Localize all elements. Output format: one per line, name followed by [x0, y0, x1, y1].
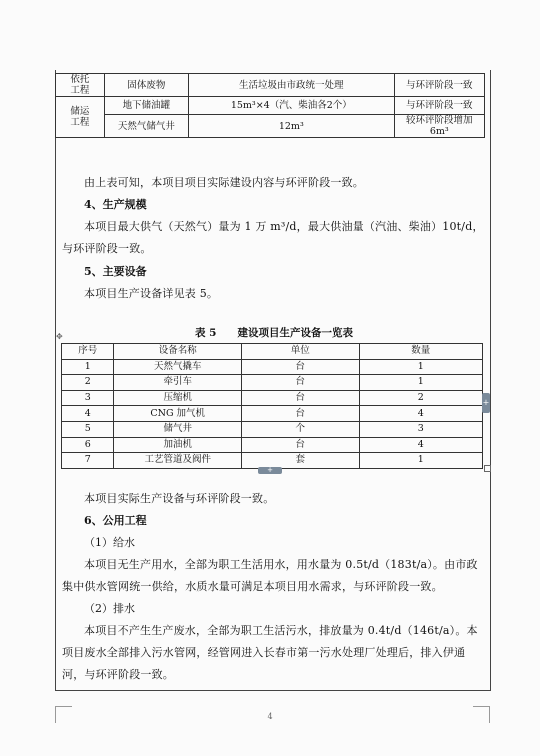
table-cell: 储气井 — [114, 421, 242, 437]
table-cell: 压缩机 — [114, 390, 242, 406]
table-cell: 台 — [242, 406, 360, 422]
paragraph: 本项目无生产用水，全部为职工生活用水，用水量为 0.5t/d（183t/a）。由市政集中供水管网统一供给，水质水量可满足本项目用水需求，与环评阶段一致。 — [62, 558, 478, 593]
section-heading: 6、公用工程 — [84, 514, 147, 527]
table-resize-handle[interactable] — [484, 465, 491, 472]
table-cell: 2 — [359, 390, 482, 406]
table-cell: 5 — [62, 421, 114, 437]
subsection-heading: （1）给水 — [84, 536, 135, 549]
table-cell: 天然气储气井 — [104, 115, 188, 138]
table-cell: 牵引车 — [114, 375, 242, 391]
table-cell: 台 — [242, 390, 360, 406]
table-cell: 1 — [359, 375, 482, 391]
section-heading: 5、主要设备 — [84, 265, 147, 278]
page-number: 4 — [267, 712, 273, 721]
add-column-handle[interactable]: + — [482, 393, 490, 413]
table-cell: 工艺管道及阀件 — [114, 453, 242, 469]
table-cell: 天然气撬车 — [114, 359, 242, 375]
column-header: 数量 — [359, 344, 482, 360]
table-cell: 4 — [62, 406, 114, 422]
table-cell: CNG 加气机 — [114, 406, 242, 422]
table-cell: 与环评阶段一致 — [394, 74, 484, 97]
paragraph: 本项目不产生生产废水，全部为职工生活污水，排放量为 0.4t/d（146t/a）。本项目废水全部排入污水管网，经管网进入长春市第一污水处理厂处理后，排入伊通河，与环评阶段一致。 — [62, 624, 478, 681]
table-cell: 生活垃圾由市政统一处理 — [189, 74, 395, 97]
table-row — [62, 421, 483, 437]
table-cell: 依托 工程 — [56, 74, 105, 97]
table-cell: 7 — [62, 453, 114, 469]
table-cell: 1 — [359, 359, 482, 375]
paragraph: 由上表可知，本项目项目实际建设内容与环评阶段一致。 — [84, 176, 364, 189]
table-cell: 3 — [359, 421, 482, 437]
table-row — [62, 359, 483, 375]
table-cell: 较环评阶段增加 6m³ — [394, 115, 484, 138]
paragraph: 本项目生产设备详见表 5。 — [84, 287, 219, 300]
table-cell: 1 — [359, 453, 482, 469]
table-row — [62, 437, 483, 453]
table-caption: 表 5 建设项目生产设备一览表 — [195, 327, 353, 339]
table-cell: 台 — [242, 437, 360, 453]
table-cell: 台 — [242, 375, 360, 391]
table-cell: 个 — [242, 421, 360, 437]
column-header: 序号 — [62, 344, 114, 360]
table-row — [62, 406, 483, 422]
paragraph: 本项目实际生产设备与环评阶段一致。 — [84, 492, 275, 505]
table-cell: 12m³ — [189, 115, 395, 138]
table-cell: 3 — [62, 390, 114, 406]
table-cell: 15m³×4（汽、柴油各2个） — [189, 97, 395, 115]
construction-table — [55, 73, 485, 138]
table-move-icon[interactable]: ✥ — [56, 332, 63, 341]
column-header: 单位 — [242, 344, 360, 360]
table-row — [62, 390, 483, 406]
column-header: 设备名称 — [114, 344, 242, 360]
table-cell: 套 — [242, 453, 360, 469]
table-cell: 与环评阶段一致 — [394, 97, 484, 115]
table-cell: 加油机 — [114, 437, 242, 453]
table-cell: 地下储油罐 — [104, 97, 188, 115]
table-cell: 固体废物 — [104, 74, 188, 97]
table-cell: 4 — [359, 406, 482, 422]
subsection-heading: （2）排水 — [84, 602, 135, 615]
table-header-row — [62, 344, 483, 360]
table-row — [56, 97, 485, 115]
table-cell: 2 — [62, 375, 114, 391]
table-cell: 1 — [62, 359, 114, 375]
table-cell: 4 — [359, 437, 482, 453]
section-heading: 4、生产规模 — [84, 198, 147, 211]
paragraph: 本项目最大供气（天然气）量为 1 万 m³/d，最大供油量（汽油、柴油）10t/d，与环评阶段一致。 — [62, 220, 484, 255]
add-row-handle[interactable]: + — [258, 467, 282, 474]
equipment-table — [61, 343, 483, 469]
table-row — [62, 375, 483, 391]
table-cell: 台 — [242, 359, 360, 375]
table-cell: 6 — [62, 437, 114, 453]
table-row — [56, 115, 485, 138]
table-cell: 储运 工程 — [56, 97, 105, 138]
table-row — [56, 74, 485, 97]
